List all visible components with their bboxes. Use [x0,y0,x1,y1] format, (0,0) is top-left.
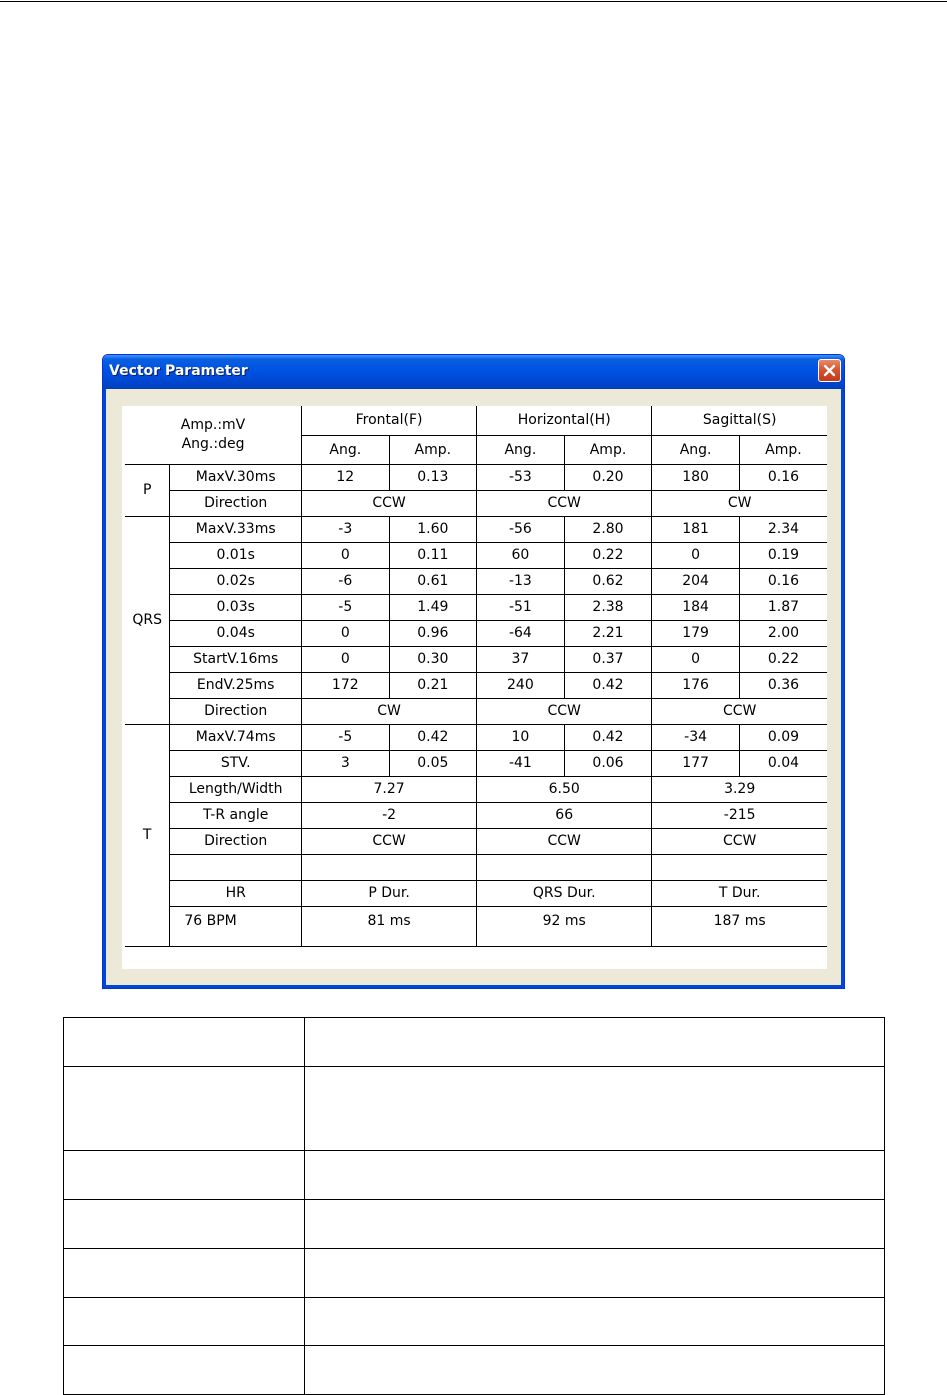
value-cell: 0.37 [564,646,652,672]
empty-cell [64,1249,305,1298]
merged-value-cell: CCW [652,828,827,854]
grid-row [125,620,827,646]
value-cell: 0.36 [739,672,827,698]
merged-value-cell [302,854,477,880]
value-cell: 12 [302,464,390,490]
units-amp-label: Amp.:mV [180,416,246,433]
empty-table [63,1017,885,1395]
grid-row [125,490,827,516]
value-cell: 0 [652,542,740,568]
value-cell: 0 [302,542,390,568]
grid-row [125,698,827,724]
value-cell: 3 [302,750,390,776]
value-cell: 0.42 [564,724,652,750]
merged-value-cell: 7.27 [302,776,477,802]
merged-value-cell: 66 [477,802,652,828]
vector-parameter-window [102,354,845,989]
value-cell: 0.42 [564,672,652,698]
empty-table-row [64,1298,885,1346]
merged-value-cell: CCW [652,698,827,724]
value-cell: -6 [302,568,390,594]
value-cell: 37 [477,646,565,672]
column-subheader: Ang. [652,435,740,464]
row-label: Direction [170,828,302,854]
value-cell: 240 [477,672,565,698]
value-cell: -64 [477,620,565,646]
group-label: T [125,724,170,946]
merged-value-cell: 81 ms [302,906,477,946]
row-label: Direction [170,490,302,516]
value-cell: 0.30 [389,646,477,672]
value-cell: 1.87 [739,594,827,620]
grid-row [125,646,827,672]
merged-value-cell: CCW [477,490,652,516]
value-cell: 0 [302,646,390,672]
row-label: StartV.16ms [170,646,302,672]
column-subheader: Amp. [564,435,652,464]
empty-cell [305,1298,885,1346]
close-button[interactable] [818,359,841,382]
empty-table-row [64,1067,885,1151]
grid-row [125,854,827,880]
value-cell: 0.04 [739,750,827,776]
value-cell: -5 [302,724,390,750]
value-cell: 2.00 [739,620,827,646]
merged-value-cell: 92 ms [477,906,652,946]
value-cell: 1.49 [389,594,477,620]
empty-cell [305,1249,885,1298]
merged-value-cell: -2 [302,802,477,828]
empty-table-row [64,1346,885,1395]
window-body [103,389,844,988]
value-cell: 0.22 [739,646,827,672]
row-label: 76 BPM [170,906,302,946]
merged-value-cell: 187 ms [652,906,827,946]
value-cell: 0.11 [389,542,477,568]
vector-parameter-grid [125,406,827,947]
grid-row [125,880,827,906]
row-label: 0.04s [170,620,302,646]
row-label: Direction [170,698,302,724]
empty-cell [305,1018,885,1067]
value-cell: -53 [477,464,565,490]
merged-value-cell: CCW [477,828,652,854]
merged-value-cell: CCW [302,490,477,516]
value-cell: 179 [652,620,740,646]
units-cell [125,406,302,464]
value-cell: 0.16 [739,464,827,490]
row-label: Length/Width [170,776,302,802]
plane-header: Frontal(F) [302,406,477,435]
row-label: STV. [170,750,302,776]
grid-row [125,802,827,828]
empty-cell [64,1346,305,1395]
merged-value-cell: 3.29 [652,776,827,802]
empty-cell [305,1151,885,1200]
value-cell: 2.21 [564,620,652,646]
value-cell: -41 [477,750,565,776]
row-label: 0.03s [170,594,302,620]
value-cell: 1.60 [389,516,477,542]
empty-cell [64,1298,305,1346]
row-label: 0.01s [170,542,302,568]
merged-value-cell: 6.50 [477,776,652,802]
row-label: MaxV.30ms [170,464,302,490]
merged-value-cell: T Dur. [652,880,827,906]
grid-row [125,828,827,854]
grid-row [125,568,827,594]
units-ang-label: Ang.:deg [181,435,245,452]
value-cell: -51 [477,594,565,620]
row-label: MaxV.33ms [170,516,302,542]
value-cell: 0.06 [564,750,652,776]
value-cell: 180 [652,464,740,490]
column-subheader: Ang. [477,435,565,464]
grid-row [125,464,827,490]
row-label: HR [170,880,302,906]
empty-table-row [64,1018,885,1067]
value-cell: 0.42 [389,724,477,750]
grid-row [125,406,827,435]
value-cell: -13 [477,568,565,594]
value-cell: 2.80 [564,516,652,542]
merged-value-cell: CCW [302,828,477,854]
merged-value-cell: -215 [652,802,827,828]
row-label: T-R angle [170,802,302,828]
value-cell: 0 [302,620,390,646]
empty-cell [64,1067,305,1151]
value-cell: 172 [302,672,390,698]
empty-cell [64,1018,305,1067]
plane-header: Horizontal(H) [477,406,652,435]
value-cell: 181 [652,516,740,542]
value-cell: -5 [302,594,390,620]
grid-row [125,516,827,542]
grid-row [125,750,827,776]
value-cell: 0.21 [389,672,477,698]
plane-header: Sagittal(S) [652,406,827,435]
value-cell: 0 [652,646,740,672]
value-cell: 0.61 [389,568,477,594]
value-cell: 0.62 [564,568,652,594]
row-label: EndV.25ms [170,672,302,698]
value-cell: 204 [652,568,740,594]
value-cell: -34 [652,724,740,750]
value-cell: 176 [652,672,740,698]
value-cell: 2.38 [564,594,652,620]
column-subheader: Amp. [739,435,827,464]
value-cell: 10 [477,724,565,750]
grid-row [125,594,827,620]
merged-value-cell: CW [652,490,827,516]
grid-row [125,672,827,698]
group-label: QRS [125,516,170,724]
merged-value-cell: QRS Dur. [477,880,652,906]
value-cell: 0.09 [739,724,827,750]
value-cell: 0.22 [564,542,652,568]
value-cell: 0.19 [739,542,827,568]
value-cell: 0.16 [739,568,827,594]
value-cell: 2.34 [739,516,827,542]
window-title: Vector Parameter [109,363,248,379]
empty-table-row [64,1200,885,1249]
empty-cell [305,1067,885,1151]
value-cell: 0.13 [389,464,477,490]
merged-value-cell: CW [302,698,477,724]
page-top-rule [0,1,947,2]
row-label: MaxV.74ms [170,724,302,750]
empty-table-row [64,1151,885,1200]
empty-cell [64,1151,305,1200]
merged-value-cell: P Dur. [302,880,477,906]
empty-cell [305,1346,885,1395]
grid-row [125,906,827,946]
parameter-panel [122,406,827,969]
grid-row [125,724,827,750]
row-label [170,854,302,880]
empty-table-row [64,1249,885,1298]
value-cell: 177 [652,750,740,776]
grid-row [125,542,827,568]
close-icon [823,364,836,377]
merged-value-cell [477,854,652,880]
value-cell: 0.20 [564,464,652,490]
row-label: 0.02s [170,568,302,594]
empty-cell [64,1200,305,1249]
empty-cell [305,1200,885,1249]
merged-value-cell [652,854,827,880]
value-cell: 0.96 [389,620,477,646]
value-cell: 60 [477,542,565,568]
group-label: P [125,464,170,516]
value-cell: 184 [652,594,740,620]
value-cell: 0.05 [389,750,477,776]
title-bar[interactable] [103,355,844,389]
column-subheader: Ang. [302,435,390,464]
value-cell: -3 [302,516,390,542]
merged-value-cell: CCW [477,698,652,724]
grid-row [125,776,827,802]
column-subheader: Amp. [389,435,477,464]
value-cell: -56 [477,516,565,542]
